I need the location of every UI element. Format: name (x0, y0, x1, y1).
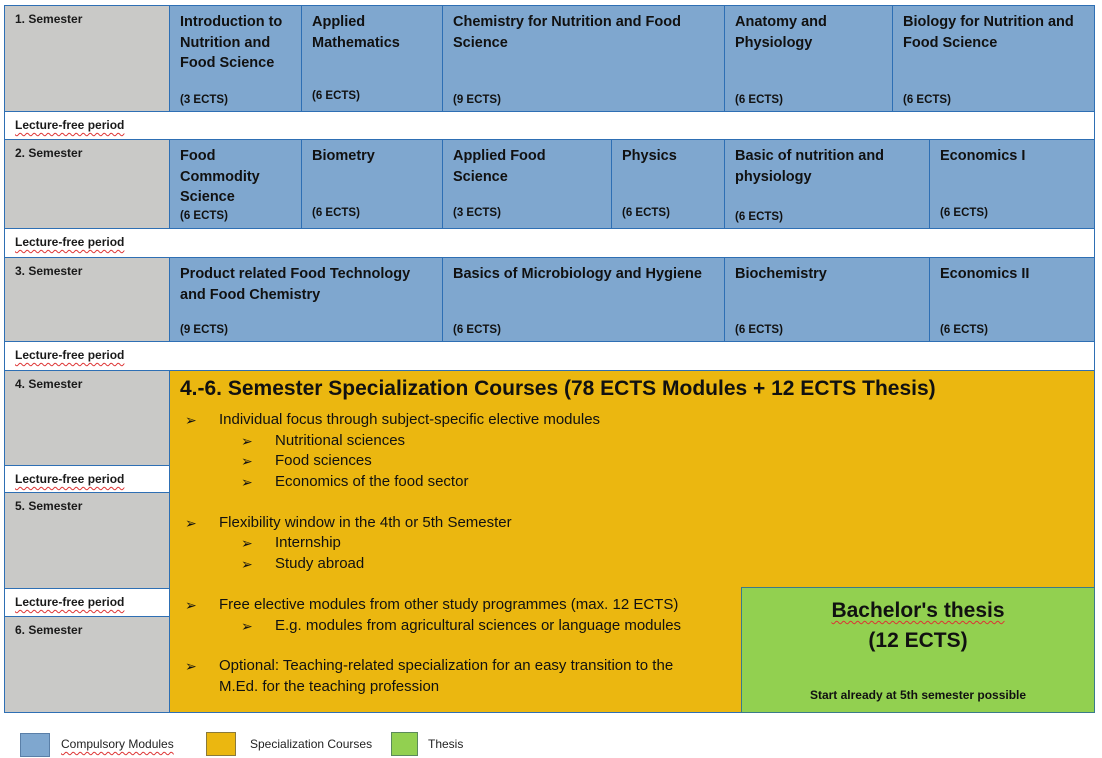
thesis-note: Start already at 5th semester possible (809, 688, 1027, 702)
module-title: Introduction to Nutrition and Food Science (180, 14, 283, 71)
sub-bullet-internship: Internship (275, 534, 341, 551)
lecture-free-label: Lecture-free period (15, 472, 125, 486)
arrow-bullet-icon: ➢ (241, 433, 253, 449)
module-ects: (9 ECTS) (453, 94, 501, 106)
module-food-technology (169, 257, 443, 342)
thesis-title: Bachelor's thesis (831, 599, 1005, 622)
arrow-bullet-icon: ➢ (185, 658, 197, 674)
module-title: Economics II (940, 266, 1030, 282)
bullet-optional-teaching-cont: M.Ed. for the teaching profession (219, 678, 440, 695)
arrow-bullet-icon: ➢ (185, 597, 197, 613)
module-intro-nutrition (169, 5, 302, 112)
arrow-bullet-icon: ➢ (241, 535, 253, 551)
arrow-bullet-icon: ➢ (241, 556, 253, 572)
module-ects: (6 ECTS) (453, 324, 501, 336)
module-title: Applied Food Science (453, 148, 546, 185)
module-ects: (6 ECTS) (312, 207, 360, 219)
semester-label-5: 5. Semester (4, 492, 170, 589)
module-biology (892, 5, 1095, 112)
arrow-bullet-icon: ➢ (241, 618, 253, 634)
module-ects: (6 ECTS) (903, 94, 951, 106)
bullet-flexibility-window: Flexibility window in the 4th or 5th Semester (219, 514, 512, 531)
module-economics-1 (929, 139, 1095, 229)
module-title: Biometry (312, 148, 375, 164)
lecture-free-label: Lecture-free period (15, 595, 125, 609)
module-economics-2 (929, 257, 1095, 342)
lecture-free-label: Lecture-free period (15, 118, 125, 132)
lecture-free-period-1 (4, 111, 1095, 140)
module-ects: (6 ECTS) (735, 324, 783, 336)
module-ects: (6 ECTS) (735, 211, 783, 223)
lecture-free-label: Lecture-free period (15, 235, 125, 249)
module-title: Basic of nutrition and physiology (735, 148, 885, 185)
bachelor-thesis-block (741, 587, 1095, 713)
specialization-title: 4.-6. Semester Specialization Courses (78 ECTS Modules + 12 ECTS Thesis) (180, 377, 936, 400)
lecture-free-label: Lecture-free period (15, 348, 125, 362)
legend-swatch-compulsory (20, 733, 50, 757)
module-chemistry (442, 5, 725, 112)
module-ects: (3 ECTS) (453, 207, 501, 219)
lecture-free-period-5 (4, 588, 170, 617)
lecture-free-period-2 (4, 228, 1095, 258)
module-ects: (6 ECTS) (940, 207, 988, 219)
legend-swatch-specialization (206, 732, 236, 756)
module-ects: (6 ECTS) (940, 324, 988, 336)
thesis-ects: (12 ECTS) (868, 629, 968, 652)
module-food-commodity (169, 139, 302, 229)
sub-bullet-economics-food-sector: Economics of the food sector (275, 473, 469, 490)
bullet-individual-focus: Individual focus through subject-specific elective modules (219, 411, 601, 428)
lecture-free-period-4 (4, 465, 170, 493)
module-title: Biology for Nutrition and Food Science (903, 14, 1074, 51)
module-ects: (6 ECTS) (735, 94, 783, 106)
arrow-bullet-icon: ➢ (185, 515, 197, 531)
module-title: Basics of Microbiology and Hygiene (453, 266, 702, 282)
sub-bullet-food-sciences: Food sciences (275, 452, 372, 469)
arrow-bullet-icon: ➢ (241, 453, 253, 469)
semester-label-3: 3. Semester (4, 257, 170, 342)
module-title: Physics (622, 148, 677, 164)
module-ects: (6 ECTS) (622, 207, 670, 219)
legend-label-thesis: Thesis (428, 737, 464, 751)
module-title: Anatomy and Physiology (735, 14, 827, 51)
module-basic-nutrition-physiology (724, 139, 930, 229)
module-biochemistry (724, 257, 930, 342)
arrow-bullet-icon: ➢ (241, 474, 253, 490)
arrow-bullet-icon: ➢ (185, 412, 197, 428)
module-biometry (301, 139, 443, 229)
sub-bullet-eg-modules: E.g. modules from agricultural sciences or language modules (275, 617, 682, 634)
module-applied-mathematics (301, 5, 443, 112)
module-anatomy-physiology (724, 5, 893, 112)
module-title: Economics I (940, 148, 1026, 164)
module-physics (611, 139, 725, 229)
semester-label-6: 6. Semester (4, 616, 170, 713)
semester-label-1: 1. Semester (4, 5, 170, 112)
module-ects: (6 ECTS) (312, 90, 360, 102)
module-ects: (6 ECTS) (180, 209, 228, 222)
module-ects: (3 ECTS) (180, 94, 228, 106)
module-title: Product related Food Technology and Food Chemistry (180, 266, 411, 303)
semester-label-2: 2. Semester (4, 139, 170, 229)
module-microbiology-hygiene (442, 257, 725, 342)
sub-bullet-nutritional-sciences: Nutritional sciences (275, 432, 406, 449)
module-ects: (9 ECTS) (180, 324, 228, 336)
lecture-free-period-3 (4, 341, 1095, 371)
bullet-optional-teaching: Optional: Teaching-related specialization for an easy transition to the (219, 657, 674, 674)
legend-swatch-thesis (391, 732, 418, 756)
bullet-free-elective: Free elective modules from other study programmes (max. 12 ECTS) (219, 596, 679, 613)
module-title: Food Commodity Science (180, 148, 260, 205)
module-applied-food-science (442, 139, 612, 229)
module-title: Applied Mathematics (312, 14, 400, 51)
legend-label-specialization: Specialization Courses (250, 737, 373, 751)
module-title: Chemistry for Nutrition and Food Science (453, 14, 681, 51)
module-title: Biochemistry (735, 266, 827, 282)
semester-label-4: 4. Semester (4, 370, 170, 466)
legend-label-compulsory: Compulsory Modules (61, 737, 174, 751)
sub-bullet-study-abroad: Study abroad (275, 555, 365, 572)
